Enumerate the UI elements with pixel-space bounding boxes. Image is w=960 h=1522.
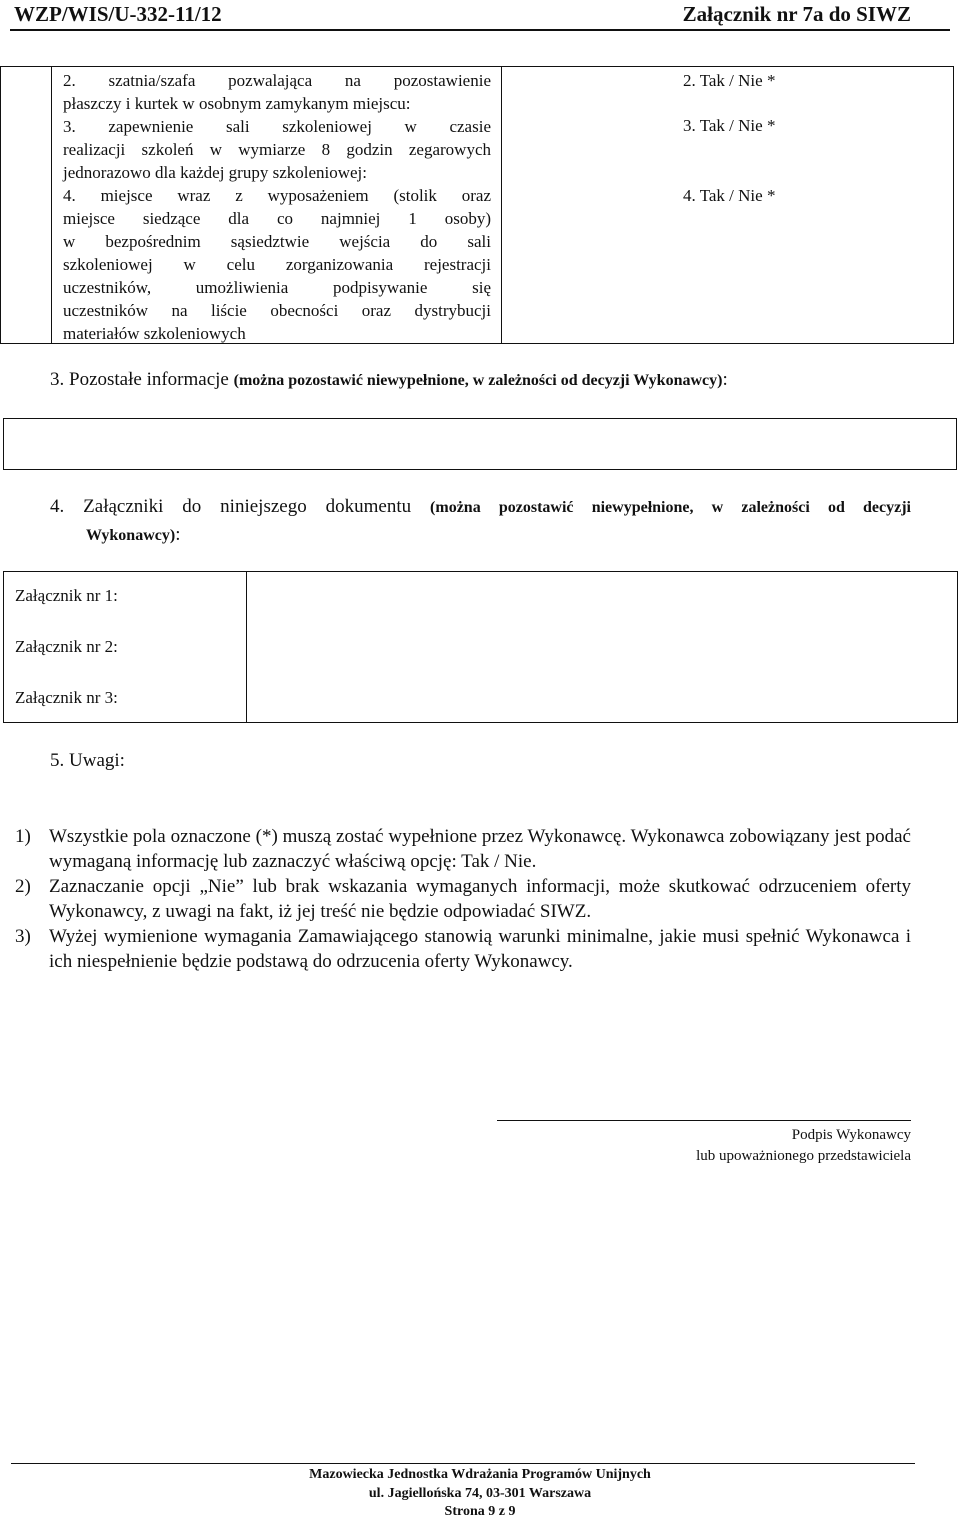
attachment-1-label: Załącznik nr 1: (15, 586, 118, 605)
other-information-field[interactable] (3, 418, 957, 470)
document-reference: WZP/WIS/U-332-11/12 (14, 2, 222, 26)
note-item (15, 874, 911, 924)
note-item (15, 924, 911, 974)
note-text: Wszystkie pola oznaczone (*) muszą zostać wypełnione przez Wykonawcę. Wykonawca zobowiązany jest podać wymaganą informację lub zaznaczyć właściwą opcję: Tak / Nie. (49, 826, 911, 872)
footer-organization: Mazowiecka Jednostka Wdrażania Programów Unijnych (309, 1467, 651, 1482)
section-5-title: Uwagi: (69, 750, 125, 771)
section-4-colon: : (175, 524, 181, 545)
requirements-table (0, 66, 954, 344)
section-3-title: Pozostałe informacje (69, 369, 229, 390)
note-number: 2) (15, 876, 31, 897)
requirement-4-line: uczestników na liście obecności oraz dystrybucji (63, 301, 491, 320)
section-4-title: Załączniki do niniejszego dokumentu (83, 496, 412, 517)
section-3-heading (50, 369, 728, 391)
note-text: Wyżej wymienione wymagania Zamawiającego stanowią warunki minimalne, jakie musi spełnić Wykonawca i ich niespełnienie będzie podstawą do odrzucenia oferty Wykonawcy. (49, 926, 911, 972)
attachments-column-divider (246, 572, 247, 722)
section-5-number: 5. (50, 750, 65, 771)
section-3-note: (można pozostawić niewypełnione, w zależności od decyzji Wykonawcy) (233, 372, 723, 389)
section-4-heading (50, 496, 911, 518)
requirement-4-line: szkoleniowej w celu zorganizowania rejestracji (63, 255, 491, 274)
note-text: Zaznaczanie opcji „Nie” lub brak wskazania wymaganych informacji, może skutkować odrzuceniem oferty Wykonawcy, z uwagi na fakt, iż jej treść nie będzie odpowiadać SIWZ. (49, 876, 911, 922)
requirement-2-line: 2. szatnia/szafa pozwalająca na pozostawienie (63, 71, 491, 90)
requirement-2-line: płaszczy i kurtek w osobnym zamykanym miejscu: (63, 94, 411, 113)
note-number: 1) (15, 826, 31, 847)
footer-address: ul. Jagiellońska 74, 03-301 Warszawa (368, 1486, 592, 1501)
note-item (15, 824, 911, 874)
page-number: Strona 9 z 9 (444, 1504, 516, 1519)
section-3-number: 3. (50, 369, 65, 390)
attachment-3-label: Załącznik nr 3: (15, 688, 118, 707)
attachment-title: Załącznik nr 7a do SIWZ (682, 2, 911, 26)
footer-divider (11, 1463, 915, 1464)
section-4-note-cont: Wykonawcy) (86, 527, 176, 544)
requirement-3-line: 3. zapewnienie sali szkoleniowej w czasie (63, 117, 491, 136)
signature-label: Podpis Wykonawcy (791, 1127, 911, 1143)
requirement-4-line: uczestników, umożliwienia podpisywanie się (63, 278, 491, 297)
requirement-4-line: miejsce siedzące dla co najmniej 1 osoby) (63, 209, 491, 228)
attachment-2-label: Załącznik nr 2: (15, 637, 118, 656)
answer-option-4[interactable]: 4. Tak / Nie * (683, 186, 776, 205)
requirement-3-line: realizacji szkoleń w wymiarze 8 godzin zegarowych (63, 140, 491, 159)
note-number: 3) (15, 926, 31, 947)
section-5-heading (50, 750, 125, 772)
requirements-text (63, 69, 491, 345)
section-4-number: 4. (50, 496, 65, 517)
table-column-divider (51, 67, 52, 343)
section-4-note: (można pozostawić niewypełnione, w zależności od decyzji (430, 499, 912, 516)
table-column-divider (501, 67, 502, 343)
signature-line (497, 1120, 911, 1121)
answer-option-2[interactable]: 2. Tak / Nie * (683, 71, 776, 90)
signature-sublabel: lub upoważnionego przedstawiciela (696, 1148, 911, 1164)
requirement-4-line: materiałów szkoleniowych (63, 324, 246, 343)
requirement-4-line: 4. miejsce wraz z wyposażeniem (stolik oraz (63, 186, 491, 205)
section-4-heading-cont (86, 524, 180, 546)
header-divider (10, 29, 950, 31)
requirement-4-line: w bezpośrednim sąsiedztwie wejścia do sali (63, 232, 491, 251)
requirement-3-line: jednorazowo dla każdej grupy szkoleniowej: (63, 163, 368, 182)
answer-option-3[interactable]: 3. Tak / Nie * (683, 116, 776, 135)
attachments-table (3, 571, 958, 723)
section-3-colon: : (722, 369, 728, 390)
